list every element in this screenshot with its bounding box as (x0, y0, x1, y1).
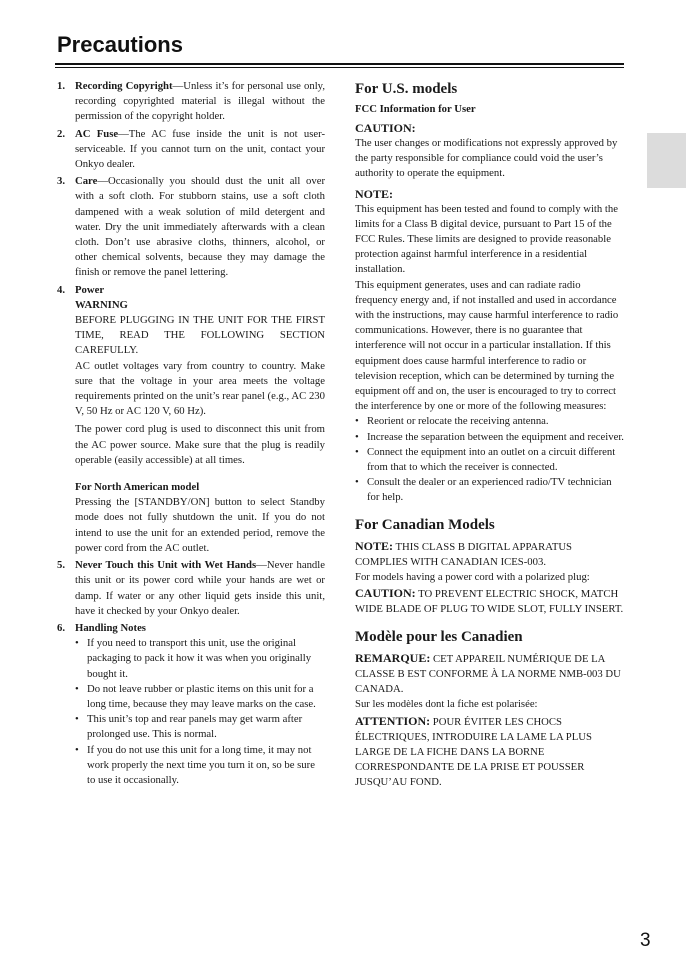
french-canadian-heading: Modèle pour les Canadien (355, 628, 523, 645)
item-number: 1. (57, 80, 66, 92)
section-tab-marker (647, 133, 686, 188)
voltage-text: AC outlet voltages vary from country to country. Make sure that the voltage in your area meets the voltage requirements printed on the unit’s rear panel (e.g., AC 230 V, 50 Hz or AC 120 V, 60 Hz). (75, 359, 325, 418)
caution-heading: CAUTION: (355, 121, 416, 135)
item-number: 2. (57, 127, 66, 140)
item-text: —Unless it’s for personal use only, recording copyrighted material is illegal without the permission of the copyright holder. (75, 80, 325, 123)
list-item-care (57, 174, 325, 280)
caution-label: CAUTION: (355, 586, 416, 601)
title-rule (55, 63, 624, 65)
item-text: —The AC fuse inside the unit is not user-serviceable. If you cannot turn on the unit, contact your Onkyo dealer. (75, 127, 325, 171)
list-item: • If you do not use this unit for a long time, it may not work properly the next time you turn it on, so be sure to use it occasionally. (75, 743, 315, 786)
bullet-icon: • (75, 743, 79, 756)
list-item-wet-hands (57, 558, 325, 619)
item-heading: AC Fuse (75, 127, 119, 140)
list-item: • Consult the dealer or an experienced radio/TV technician for help. (355, 476, 612, 504)
item-heading: Never Touch this Unit with Wet Hands (75, 559, 257, 572)
list-item: • Do not leave rubber or plastic items on this unit for a long time, because they may leave marks on the case. (75, 682, 316, 710)
north-american-heading: For North American model (75, 481, 200, 494)
remarque-label: REMARQUE: (355, 650, 431, 665)
precautions-list (57, 79, 325, 788)
list-item: • Increase the separation between the equipment and receiver. (355, 430, 625, 445)
item-heading: Power (75, 283, 105, 296)
list-item-ac-fuse (57, 127, 325, 173)
page-title: Precautions (57, 32, 183, 57)
warning-heading: WARNING (75, 298, 128, 311)
bullet-icon: • (75, 637, 79, 650)
bullet-icon: • (355, 430, 359, 443)
attention-label: ATTENTION: (355, 713, 431, 728)
polarized-plug-text: For models having a power cord with a polarized plug: (355, 571, 590, 584)
item-text: —Occasionally you should dust the unit all over with a soft cloth. For stubborn stains, use a soft cloth dampened with a weak solution of mild detergent and water. Dry the unit immediately afterwards with a clean cloth. Don’t use abrasive cloths, thinners, alcohol, or other chemical solvents, because they may damage the finish or remove the panel lettering. (75, 175, 325, 279)
item-number: 3. (57, 175, 66, 188)
list-item-recording-copyright (57, 79, 325, 125)
note-text: THIS CLASS B DIGITAL APPARATUS COMPLIES WITH CANADIAN ICES-003. (355, 540, 573, 568)
note-heading: NOTE: (355, 186, 394, 201)
attention-text: POUR ÉVITER LES CHOCS ÉLECTRIQUES, INTRODUIRE LA LAME LA PLUS LARGE DE LA FICHE DANS LA BORNE CORRESPONDANTE DE LA PRISE ET POUSSER JUSQU’AU FOND. (355, 715, 592, 789)
item-number: 4. (57, 283, 66, 296)
list-item: • This unit’s top and rear panels may get warm after prolonged use. This is normal. (75, 713, 303, 741)
regulatory-column (355, 79, 625, 791)
bullet-icon: • (75, 713, 79, 726)
page-number: 3 (640, 930, 651, 951)
french-plug-text: Sur les modèles dont la fiche est polarisée: (355, 698, 538, 711)
list-item-handling-notes (57, 621, 325, 788)
note-label: NOTE: (355, 538, 394, 553)
warning-text: BEFORE PLUGGING IN THE UNIT FOR THE FIRST TIME, READ THE FOLLOWING SECTION CAREFULLY. (75, 314, 325, 357)
title-rule-thin (55, 67, 624, 68)
list-item-power (57, 283, 325, 556)
note-text-1: This equipment has been tested and found to comply with the limits for a Class B digital device, pursuant to Part 15 of the FCC Rules. These limits are designed to provide reasonable protection against harmful interference in a residential installation. (355, 202, 618, 276)
canadian-models-heading: For Canadian Models (355, 516, 495, 533)
bullet-icon: • (75, 682, 79, 695)
canadian-caution (355, 585, 625, 617)
interference-measures-list (355, 414, 625, 505)
bullet-icon: • (355, 415, 359, 428)
item-heading: Recording Copyright (75, 80, 173, 92)
item-number: 5. (57, 559, 66, 572)
caution-text: TO PREVENT ELECTRIC SHOCK, MATCH WIDE BLADE OF PLUG TO WIDE SLOT, FULLY INSERT. (355, 588, 624, 616)
bullet-icon: • (355, 476, 359, 489)
bullet-icon: • (355, 445, 359, 458)
item-heading: Handling Notes (75, 621, 146, 634)
spacer (75, 468, 325, 480)
remarque-note (355, 650, 625, 698)
list-item: • Reorient or relocate the receiving antenna. (355, 414, 625, 429)
north-american-text: Pressing the [STANDBY/ON] button to select Standby mode does not fully shutdown the unit. If you do not intend to use the unit for an extended period, remove the power cord from the AC outlet. (75, 496, 325, 554)
attention-note (355, 713, 625, 791)
fcc-heading: FCC Information for User (355, 103, 476, 115)
power-cord-text: The power cord plug is used to disconnect this unit from the AC power source. Make sure that the plug is readily operable (easily accessible) at all times. (75, 423, 325, 466)
item-number: 6. (57, 621, 66, 634)
list-item: • Connect the equipment into an outlet on a circuit different from that to which the receiver is connected. (355, 445, 616, 474)
caution-text: The user changes or modifications not expressly approved by the party responsible for compliance could void the user’s authority to operate the equipment. (355, 137, 618, 180)
list-item: • If you need to transport this unit, use the original packaging to pack it how it was when you originally bought it. (75, 637, 312, 680)
canadian-note (355, 538, 625, 570)
remarque-text: CET APPAREIL NUMÉRIQUE DE LA CLASSE B EST CONFORME À LA NORME NMB-003 DU CANADA. (355, 652, 621, 696)
item-heading: Care (75, 175, 98, 188)
handling-notes-list (75, 636, 325, 788)
precautions-column (57, 79, 325, 790)
note-text-2: This equipment generates, uses and can radiate radio frequency energy and, if not installed and used in accordance with the instructions, may cause harmful interference to radio communications. However, there is no guarantee that interference will not occur in a particular installation. If this equipment does cause harmful interference to radio or television reception, which can be determined by turning the equipment off and on, the user is encouraged to try to correct the interference by one or more of the following measures: (355, 278, 619, 413)
item-text: —Never handle this unit or its power cord while your hands are wet or damp. If water or any other liquid gets inside this unit, have it checked by your Onkyo dealer. (75, 559, 325, 617)
us-models-heading: For U.S. models (355, 81, 458, 97)
